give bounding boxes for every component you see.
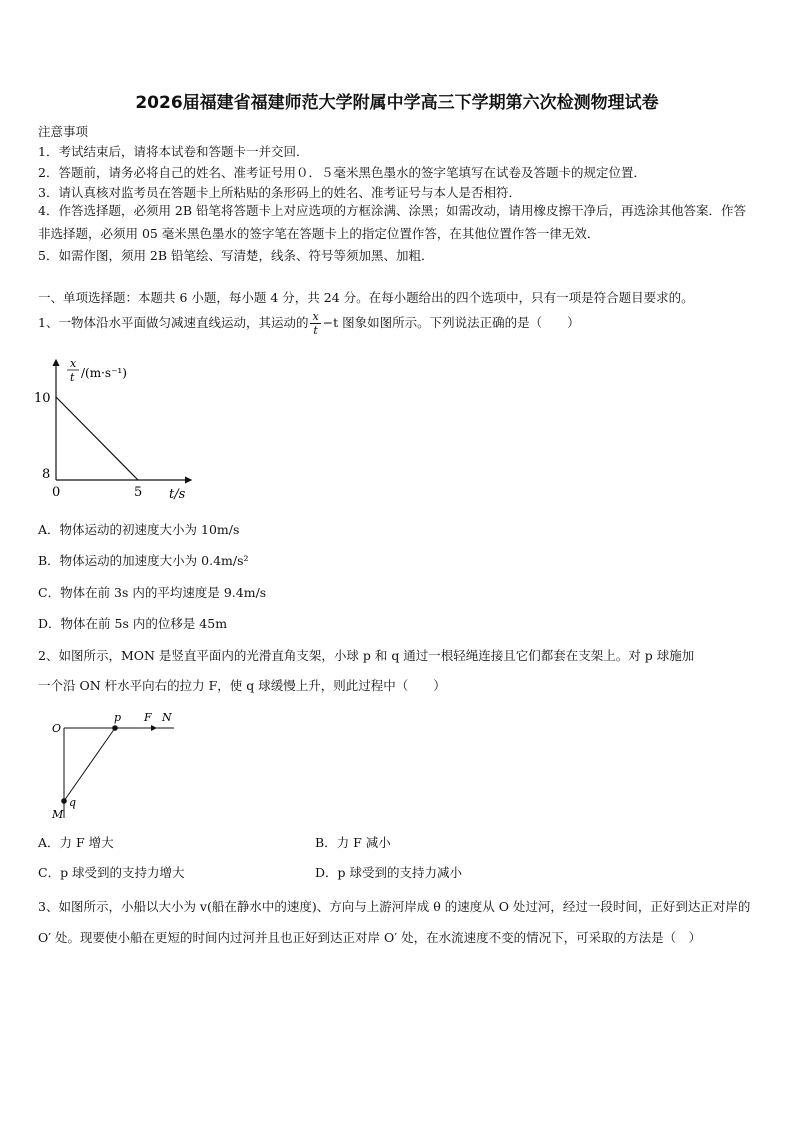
option-c: C．p 球受到的支持力增大 (38, 865, 185, 880)
label-q: q (69, 796, 77, 809)
label-o: O (52, 722, 62, 735)
option-d: D．p 球受到的支持力减小 (315, 865, 462, 880)
q1-graph (26, 352, 216, 507)
ball-p (112, 725, 118, 731)
notice-item: 2．答题前，请务必将自己的姓名、准考证号用０．５毫米黑色墨水的签字笔填写在试卷及答题卡的规定位置． (38, 165, 646, 180)
x-axis-label: t/s (169, 487, 186, 502)
option-d: D．物体在前 5s 内的位移是 45m (38, 616, 228, 631)
question-2-stem: 一个沿 ON 杆水平向右的拉力 F，使 q 球缓慢上升，则此过程中（ ） (38, 678, 446, 693)
label-p: p (114, 711, 122, 724)
option-a: A．力 F 增大 (38, 835, 114, 850)
ball-q (61, 798, 67, 804)
section-heading: 一、单项选择题：本题共 6 小题，每小题 4 分，共 24 分。在每小题给出的四个选项中，只有一项是符合题目要求的。 (38, 290, 694, 305)
data-line (56, 397, 138, 480)
x-tick-label: 0 (52, 485, 61, 500)
question-3-stem: 3、如图所示，小船以大小为 v(船在静水中的速度)、方向与上游河岸成 θ 的速度从 O 处过河，经过一段时间，正好到达正对岸的 O′ 处。现要使小船在更短的时间内过河并且也正好到达正对岸 O′ 处，在水流速度不变的情况下，可采取的方法是（ ） (38, 899, 751, 945)
option-b: B．物体运动的加速度大小为 0.4m/s² (38, 553, 249, 568)
option-a: A．物体运动的初速度大小为 10m/s (38, 522, 240, 537)
y-tick-label: 10 (34, 391, 51, 406)
y-label-unit: /(m·s⁻¹) (81, 366, 127, 380)
page-title: 2026届福建省福建师范大学附属中学高三下学期第六次检测物理试卷 (135, 93, 659, 113)
fraction: $\frac{x}{t}$ (312, 310, 319, 337)
x-tick-label: 5 (134, 485, 143, 500)
label-m: M (52, 808, 64, 821)
notice-item: 1．考试结束后，请将本试卷和答题卡一并交回． (38, 144, 309, 159)
label-n: N (162, 711, 172, 724)
notice-heading: 注意事项 (38, 124, 89, 139)
question-1-stem: 1、一物体沿水平面做匀减速直线运动，其运动的 $\frac{x}{t}$ −t 图象如图所示。下列说法正确的是（ ） (38, 310, 580, 337)
y-label-den: t (70, 371, 75, 384)
option-c: C．物体在前 3s 内的平均速度是 9.4m/s (38, 585, 267, 600)
option-b: B．力 F 减小 (315, 835, 391, 850)
q2-figure (44, 706, 194, 824)
notice-item: 3．请认真核对监考员在答题卡上所粘贴的条形码上的姓名、准考证号与本人是否相符． (38, 185, 521, 200)
label-f: F (144, 711, 152, 724)
y-label-num: x (70, 357, 77, 370)
y-tick-label: 8 (42, 467, 51, 482)
question-2-stem: 2、如图所示，MON 是竖直平面内的光滑直角支架，小球 p 和 q 通过一根轻绳连接且它们都套在支架上。对 p 球施加 (38, 648, 695, 663)
notice-item: 5．如需作图，须用 2B 铅笔绘、写清楚，线条、符号等须加黑、加粗． (38, 248, 434, 263)
rope (64, 728, 115, 801)
notice-item: 4．作答选择题，必须用 2B 铅笔将答题卡上对应选项的方框涂满、涂黑；如需改动，请用橡皮擦干净后，再选涂其他答案．作答非选择题，必须用 05 毫米黑色墨水的签字笔在答题卡上的指定位置作答，在其他位置作答一律无效． (38, 203, 747, 241)
